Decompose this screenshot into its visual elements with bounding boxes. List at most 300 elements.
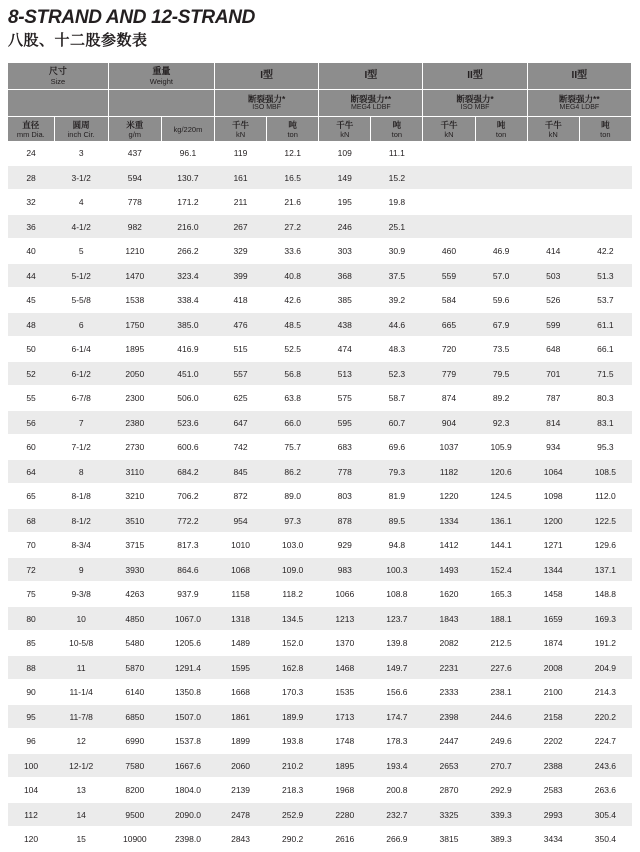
table-cell: 1064 — [527, 459, 579, 484]
table-cell — [579, 214, 631, 239]
table-cell: 100.3 — [371, 557, 423, 582]
table-cell: 7580 — [108, 753, 161, 778]
table-cell: 600.6 — [161, 435, 214, 460]
table-cell: 2300 — [108, 386, 161, 411]
table-cell: 575 — [319, 386, 371, 411]
table-cell: 706.2 — [161, 484, 214, 509]
table-cell: 772.2 — [161, 508, 214, 533]
table-cell: 8-3/4 — [54, 533, 108, 558]
table-cell: 2380 — [108, 410, 161, 435]
table-cell: 105.9 — [475, 435, 527, 460]
table-cell: 1595 — [215, 655, 267, 680]
table-cell: 1344 — [527, 557, 579, 582]
table-cell: 109 — [319, 141, 371, 165]
table-cell: 53.7 — [579, 288, 631, 313]
column-unit-value: g/m — [128, 129, 142, 139]
table-cell: 665 — [423, 312, 475, 337]
table-cell: 329 — [215, 239, 267, 264]
column-unit-value: kg/220m — [173, 124, 203, 134]
table-cell: 119 — [215, 141, 267, 165]
column-group-header-label: 尺寸 — [48, 66, 67, 77]
table-cell: 954 — [215, 508, 267, 533]
table-cell: 779 — [423, 361, 475, 386]
table-row — [8, 802, 632, 827]
table-cell: 66.0 — [267, 410, 319, 435]
column-unit-label: 千牛 — [232, 119, 250, 130]
table-cell: 246 — [319, 214, 371, 239]
table-cell: 6-1/2 — [54, 361, 108, 386]
column-group-header-label — [528, 70, 631, 83]
table-cell: 6140 — [108, 680, 161, 705]
table-cell: 1620 — [423, 582, 475, 607]
column-sub-header-4 — [423, 90, 527, 117]
table-cell: 6-1/4 — [54, 337, 108, 362]
table-row — [8, 533, 632, 558]
column-unit-value: mm Dia. — [16, 129, 45, 139]
table-cell: 89.2 — [475, 386, 527, 411]
table-header — [8, 63, 632, 141]
table-cell: 648 — [527, 337, 579, 362]
table-cell: 389.3 — [475, 827, 527, 852]
column-unit-label: 吨 — [496, 119, 506, 130]
table-cell: 94.8 — [371, 533, 423, 558]
table-cell: 10900 — [108, 827, 161, 852]
table-cell: 5 — [54, 239, 108, 264]
table-cell: 399 — [215, 263, 267, 288]
table-cell: 2870 — [423, 778, 475, 803]
table-cell: 9-3/8 — [54, 582, 108, 607]
column-unit-header-0 — [8, 117, 54, 142]
table-cell: 1895 — [108, 337, 161, 362]
table-cell: 1804.0 — [161, 778, 214, 803]
table-cell: 80 — [8, 606, 54, 631]
table-cell: 37.5 — [371, 263, 423, 288]
table-cell: 4-1/2 — [54, 214, 108, 239]
table-cell: 152.0 — [267, 631, 319, 656]
table-cell: 1213 — [319, 606, 371, 631]
table-cell: 36 — [8, 214, 54, 239]
type-roman-numeral: II型 — [467, 70, 483, 82]
table-cell: 52 — [8, 361, 54, 386]
column-sub-header-standard: MEG4 LDBF — [559, 104, 600, 112]
column-group-header-label — [319, 70, 422, 83]
table-cell: 89.0 — [267, 484, 319, 509]
table-row — [8, 263, 632, 288]
table-cell: 224.7 — [579, 729, 631, 754]
table-cell: 266.2 — [161, 239, 214, 264]
table-row — [8, 410, 632, 435]
table-cell: 152.4 — [475, 557, 527, 582]
table-cell: 864.6 — [161, 557, 214, 582]
table-cell: 787 — [527, 386, 579, 411]
table-cell: 3930 — [108, 557, 161, 582]
table-cell: 2082 — [423, 631, 475, 656]
table-row — [8, 165, 632, 190]
table-cell: 2616 — [319, 827, 371, 852]
column-unit-label: 米重 — [126, 119, 144, 130]
table-cell: 48.5 — [267, 312, 319, 337]
table-cell: 69.6 — [371, 435, 423, 460]
table-cell: 124.5 — [475, 484, 527, 509]
table-cell: 1861 — [215, 704, 267, 729]
column-unit-header-8 — [423, 117, 475, 142]
column-group-header-label — [423, 70, 526, 83]
table-cell: 89.5 — [371, 508, 423, 533]
table-cell: 1210 — [108, 239, 161, 264]
table-cell: 1182 — [423, 459, 475, 484]
table-cell: 3715 — [108, 533, 161, 558]
table-cell: 1748 — [319, 729, 371, 754]
table-cell — [423, 165, 475, 190]
table-cell — [527, 165, 579, 190]
table-cell: 10-5/8 — [54, 631, 108, 656]
table-cell: 200.8 — [371, 778, 423, 803]
table-cell: 1968 — [319, 778, 371, 803]
table-cell: 174.7 — [371, 704, 423, 729]
table-cell: 216.0 — [161, 214, 214, 239]
column-unit-value: ton — [495, 129, 507, 139]
table-cell: 188.1 — [475, 606, 527, 631]
table-cell: 2730 — [108, 435, 161, 460]
column-sub-header-label: 断裂强力** — [350, 93, 392, 104]
table-cell: 2100 — [527, 680, 579, 705]
table-cell: 148.8 — [579, 582, 631, 607]
table-cell: 112 — [8, 802, 54, 827]
table-cell: 144.1 — [475, 533, 527, 558]
table-cell: 338.4 — [161, 288, 214, 313]
table-cell: 120 — [8, 827, 54, 852]
table-cell: 625 — [215, 386, 267, 411]
table-cell: 12.1 — [267, 141, 319, 165]
table-cell: 9 — [54, 557, 108, 582]
table-cell: 218.3 — [267, 778, 319, 803]
column-unit-value: ton — [600, 129, 611, 139]
table-cell: 292.9 — [475, 778, 527, 803]
column-sub-header-label: 断裂强力* — [247, 93, 286, 104]
table-cell: 270.7 — [475, 753, 527, 778]
table-cell: 845 — [215, 459, 267, 484]
column-unit-label: 千牛 — [544, 119, 562, 130]
column-unit-value: ton — [391, 129, 403, 139]
table-cell: 88 — [8, 655, 54, 680]
table-row — [8, 680, 632, 705]
table-row — [8, 508, 632, 533]
table-cell: 2388 — [527, 753, 579, 778]
column-group-header-label — [215, 70, 318, 83]
table-cell: 70 — [8, 533, 54, 558]
table-cell: 1010 — [215, 533, 267, 558]
table-cell: 874 — [423, 386, 475, 411]
column-unit-label: 直径 — [22, 119, 40, 130]
table-cell: 232.7 — [371, 802, 423, 827]
type-roman-numeral: I型 — [260, 70, 273, 82]
table-cell: 595 — [319, 410, 371, 435]
table-cell: 161 — [215, 165, 267, 190]
column-unit-value: kN — [340, 129, 350, 139]
table-cell: 983 — [319, 557, 371, 582]
column-unit-header-9 — [475, 117, 527, 142]
table-cell — [475, 214, 527, 239]
table-cell: 2478 — [215, 802, 267, 827]
table-row — [8, 631, 632, 656]
table-cell: 506.0 — [161, 386, 214, 411]
column-group-header-0 — [8, 63, 108, 90]
table-cell: 57.0 — [475, 263, 527, 288]
table-cell: 526 — [527, 288, 579, 313]
table-row — [8, 582, 632, 607]
table-cell: 3510 — [108, 508, 161, 533]
table-cell — [475, 141, 527, 165]
table-cell: 982 — [108, 214, 161, 239]
column-unit-header-3 — [161, 117, 214, 142]
table-cell: 52.5 — [267, 337, 319, 362]
table-row — [8, 337, 632, 362]
table-cell: 6-7/8 — [54, 386, 108, 411]
table-cell: 1037 — [423, 435, 475, 460]
table-cell: 872 — [215, 484, 267, 509]
table-cell: 3434 — [527, 827, 579, 852]
table-cell: 503 — [527, 263, 579, 288]
table-cell: 2583 — [527, 778, 579, 803]
table-cell: 11-1/4 — [54, 680, 108, 705]
table-cell: 1205.6 — [161, 631, 214, 656]
column-group-header-label: 重量 — [152, 66, 171, 77]
table-cell: 52.3 — [371, 361, 423, 386]
table-cell: 212.5 — [475, 631, 527, 656]
table-cell: 1507.0 — [161, 704, 214, 729]
table-cell: 11-7/8 — [54, 704, 108, 729]
table-cell: 3325 — [423, 802, 475, 827]
table-cell: 1291.4 — [161, 655, 214, 680]
table-cell: 1489 — [215, 631, 267, 656]
table-cell: 66.1 — [579, 337, 631, 362]
table-cell: 350.4 — [579, 827, 631, 852]
table-cell: 418 — [215, 288, 267, 313]
table-cell: 193.8 — [267, 729, 319, 754]
table-cell: 817.3 — [161, 533, 214, 558]
table-cell: 249.6 — [475, 729, 527, 754]
table-cell: 44.6 — [371, 312, 423, 337]
table-row — [8, 484, 632, 509]
table-cell: 195 — [319, 190, 371, 215]
column-unit-label: 千牛 — [440, 119, 458, 130]
table-cell: 8-1/2 — [54, 508, 108, 533]
table-cell: 19.8 — [371, 190, 423, 215]
table-cell: 243.6 — [579, 753, 631, 778]
column-sub-header-label: 断裂强力** — [559, 93, 600, 104]
title-block — [0, 0, 640, 51]
table-cell: 7-1/2 — [54, 435, 108, 460]
column-unit-header-5 — [267, 117, 319, 142]
column-group-header-2 — [215, 63, 319, 90]
table-cell: 56.8 — [267, 361, 319, 386]
table-cell — [423, 190, 475, 215]
table-cell: 267 — [215, 214, 267, 239]
table-cell: 339.3 — [475, 802, 527, 827]
table-cell: 2060 — [215, 753, 267, 778]
table-body — [8, 141, 632, 851]
table-cell: 11.1 — [371, 141, 423, 165]
table-cell: 139.8 — [371, 631, 423, 656]
table-cell: 6 — [54, 312, 108, 337]
table-cell: 385.0 — [161, 312, 214, 337]
table-cell: 79.3 — [371, 459, 423, 484]
table-cell: 108.5 — [579, 459, 631, 484]
table-cell: 1370 — [319, 631, 371, 656]
table-cell: 15 — [54, 827, 108, 852]
table-cell: 75 — [8, 582, 54, 607]
table-row — [8, 704, 632, 729]
column-unit-value: kN — [444, 129, 454, 139]
column-unit-label: 圆周 — [72, 119, 90, 130]
table-cell: 244.6 — [475, 704, 527, 729]
table-cell — [475, 165, 527, 190]
table-cell: 5-1/2 — [54, 263, 108, 288]
table-cell: 1874 — [527, 631, 579, 656]
table-cell: 1098 — [527, 484, 579, 509]
table-cell: 238.1 — [475, 680, 527, 705]
table-cell: 1068 — [215, 557, 267, 582]
column-unit-header-11 — [579, 117, 631, 142]
table-cell: 599 — [527, 312, 579, 337]
column-group-header-sublabel: Weight — [149, 77, 173, 87]
table-cell: 8200 — [108, 778, 161, 803]
table-cell: 1493 — [423, 557, 475, 582]
table-cell: 123.7 — [371, 606, 423, 631]
table-cell: 437 — [108, 141, 161, 165]
table-cell: 303 — [319, 239, 371, 264]
table-cell: 2333 — [423, 680, 475, 705]
table-cell: 16.5 — [267, 165, 319, 190]
table-cell: 515 — [215, 337, 267, 362]
table-cell: 803 — [319, 484, 371, 509]
table-cell: 2280 — [319, 802, 371, 827]
table-cell: 513 — [319, 361, 371, 386]
table-cell: 934 — [527, 435, 579, 460]
table-cell: 559 — [423, 263, 475, 288]
table-cell — [423, 214, 475, 239]
table-cell: 416.9 — [161, 337, 214, 362]
table-cell: 103.0 — [267, 533, 319, 558]
table-cell: 134.5 — [267, 606, 319, 631]
table-cell: 6850 — [108, 704, 161, 729]
page-title-chinese: 八股、十二股参数表 — [8, 31, 148, 49]
table-cell: 149.7 — [371, 655, 423, 680]
table-cell: 32 — [8, 190, 54, 215]
table-cell: 1066 — [319, 582, 371, 607]
table-cell: 584 — [423, 288, 475, 313]
column-sub-header-1 — [108, 90, 214, 117]
table-cell: 96 — [8, 729, 54, 754]
table-cell: 414 — [527, 239, 579, 264]
column-sub-header-standard: MEG4 LDBF — [350, 104, 391, 112]
column-sub-header-3 — [319, 90, 423, 117]
table-cell — [579, 165, 631, 190]
table-cell: 83.1 — [579, 410, 631, 435]
column-sub-header-0 — [8, 90, 108, 117]
table-cell: 1750 — [108, 312, 161, 337]
table-cell: 720 — [423, 337, 475, 362]
table-cell: 1899 — [215, 729, 267, 754]
table-cell: 40 — [8, 239, 54, 264]
table-cell: 2090.0 — [161, 802, 214, 827]
table-cell: 1895 — [319, 753, 371, 778]
table-cell: 56 — [8, 410, 54, 435]
table-cell — [527, 190, 579, 215]
table-cell: 170.3 — [267, 680, 319, 705]
table-cell: 438 — [319, 312, 371, 337]
table-row — [8, 606, 632, 631]
table-cell: 2653 — [423, 753, 475, 778]
table-cell: 594 — [108, 165, 161, 190]
table-cell: 24 — [8, 141, 54, 165]
table-cell: 13 — [54, 778, 108, 803]
column-unit-label: 吨 — [601, 119, 610, 130]
table-cell: 220.2 — [579, 704, 631, 729]
table-cell: 476 — [215, 312, 267, 337]
table-cell: 1271 — [527, 533, 579, 558]
table-cell: 474 — [319, 337, 371, 362]
table-cell: 6990 — [108, 729, 161, 754]
table-cell: 368 — [319, 263, 371, 288]
table-cell: 778 — [319, 459, 371, 484]
table-cell: 204.9 — [579, 655, 631, 680]
table-cell: 73.5 — [475, 337, 527, 362]
table-cell: 211 — [215, 190, 267, 215]
table-cell: 75.7 — [267, 435, 319, 460]
table-cell: 120.6 — [475, 459, 527, 484]
table-cell: 46.9 — [475, 239, 527, 264]
table-cell: 81.9 — [371, 484, 423, 509]
table-cell — [579, 141, 631, 165]
table-cell: 3-1/2 — [54, 165, 108, 190]
table-header-group-row — [8, 63, 632, 90]
table-cell: 904 — [423, 410, 475, 435]
column-unit-label: 千牛 — [336, 119, 354, 130]
table-cell: 71.5 — [579, 361, 631, 386]
table-cell: 2398 — [423, 704, 475, 729]
table-cell: 191.2 — [579, 631, 631, 656]
table-cell: 86.2 — [267, 459, 319, 484]
table-row — [8, 655, 632, 680]
table-cell: 33.6 — [267, 239, 319, 264]
column-unit-label: 吨 — [392, 119, 402, 130]
table-cell: 97.3 — [267, 508, 319, 533]
table-cell: 149 — [319, 165, 371, 190]
table-cell: 61.1 — [579, 312, 631, 337]
table-header-unit-row — [8, 117, 632, 142]
column-unit-header-7 — [371, 117, 423, 142]
table-cell: 72 — [8, 557, 54, 582]
table-row — [8, 312, 632, 337]
table-cell: 9500 — [108, 802, 161, 827]
table-cell: 1458 — [527, 582, 579, 607]
table-cell: 3110 — [108, 459, 161, 484]
table-cell: 3815 — [423, 827, 475, 852]
type-roman-numeral: I型 — [364, 70, 378, 82]
table-cell: 3210 — [108, 484, 161, 509]
table-cell: 171.2 — [161, 190, 214, 215]
table-cell: 4263 — [108, 582, 161, 607]
table-cell: 51.3 — [579, 263, 631, 288]
table-cell: 12-1/2 — [54, 753, 108, 778]
column-sub-header-5 — [527, 90, 631, 117]
table-cell: 3 — [54, 141, 108, 165]
table-cell: 104 — [8, 778, 54, 803]
table-cell: 39.2 — [371, 288, 423, 313]
table-cell: 1350.8 — [161, 680, 214, 705]
table-cell: 178.3 — [371, 729, 423, 754]
